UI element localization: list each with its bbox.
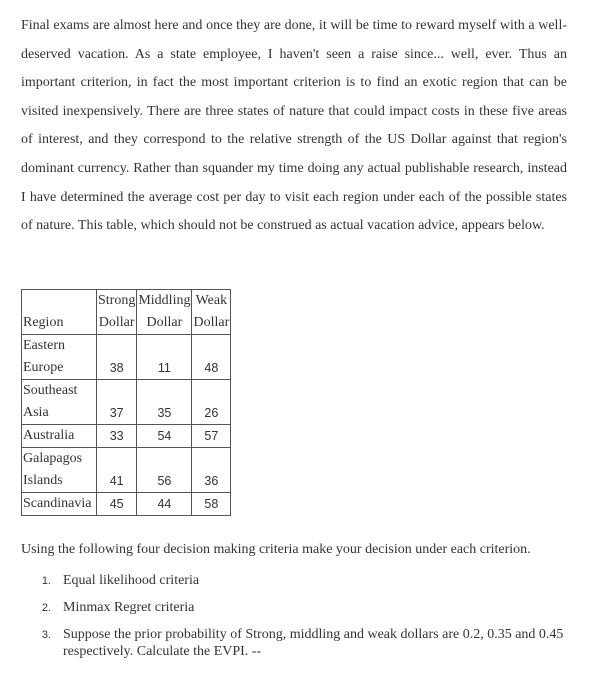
region-cell: Eastern Europe — [22, 335, 97, 380]
middling-cost-cell: 56 — [137, 448, 192, 493]
list-item — [41, 599, 604, 616]
list-number: 3. — [41, 629, 51, 641]
intro-paragraph: Final exams are almost here and once they are done, it will be time to reward myself with a well-deserved vacation. As a state employee, I haven't seen a raise since... well, ever. Thus an important criterion, in fact the most important criterion is to find an exotic region that can be visited inexpensively. There are three states of nature that could impact costs in these five areas of interest, and they correspond to the relative strength of the US Dollar against that region's dominant currency. Rather than squander my time doing any actual publishable research, instead I have determined the average cost per day to visit each region under each of the possible states of nature. This table, which should not be construed as actual vacation advice, appears below. — [21, 18, 567, 234]
table-header-row — [22, 290, 231, 335]
region-header: Region — [22, 290, 97, 335]
strong-dollar-header: Strong Dollar — [97, 290, 137, 335]
region-cell: Galapagos Islands — [22, 448, 97, 493]
list-item-text: Minmax Regret criteria — [63, 600, 195, 615]
list-number: 1. — [41, 575, 51, 587]
list-item — [41, 626, 604, 660]
table-row — [22, 335, 231, 380]
criteria-list — [21, 572, 604, 670]
weak-cost-cell: 57 — [192, 425, 231, 448]
strong-cost-cell: 45 — [97, 493, 137, 516]
list-item — [41, 572, 604, 589]
weak-cost-cell: 26 — [192, 380, 231, 425]
middling-cost-cell: 54 — [137, 425, 192, 448]
question-text: Using the following four decision making criteria make your decision under each criterion. — [21, 542, 531, 557]
middling-dollar-header: Middling Dollar — [137, 290, 192, 335]
table-row — [22, 425, 231, 448]
list-item-text: Suppose the prior probability of Strong, middling and weak dollars are 0.2, 0.35 and 0.45 respectively. Calculate the EVPI. -- — [63, 627, 564, 659]
strong-cost-cell: 33 — [97, 425, 137, 448]
weak-dollar-header: Weak Dollar — [192, 290, 231, 335]
list-item-text: Equal likelihood criteria — [63, 573, 200, 588]
table-row — [22, 380, 231, 425]
region-cell: Scandinavia — [22, 493, 97, 516]
strong-cost-cell: 37 — [97, 380, 137, 425]
weak-cost-cell: 58 — [192, 493, 231, 516]
middling-cost-cell: 35 — [137, 380, 192, 425]
middling-cost-cell: 11 — [137, 335, 192, 380]
region-cell: Australia — [22, 425, 97, 448]
weak-cost-cell: 36 — [192, 448, 231, 493]
region-cell: Southeast Asia — [22, 380, 97, 425]
weak-cost-cell: 48 — [192, 335, 231, 380]
strong-cost-cell: 41 — [97, 448, 137, 493]
cost-table — [21, 289, 231, 516]
list-number: 2. — [41, 602, 51, 614]
table-row — [22, 448, 231, 493]
middling-cost-cell: 44 — [137, 493, 192, 516]
strong-cost-cell: 38 — [97, 335, 137, 380]
table-row — [22, 493, 231, 516]
